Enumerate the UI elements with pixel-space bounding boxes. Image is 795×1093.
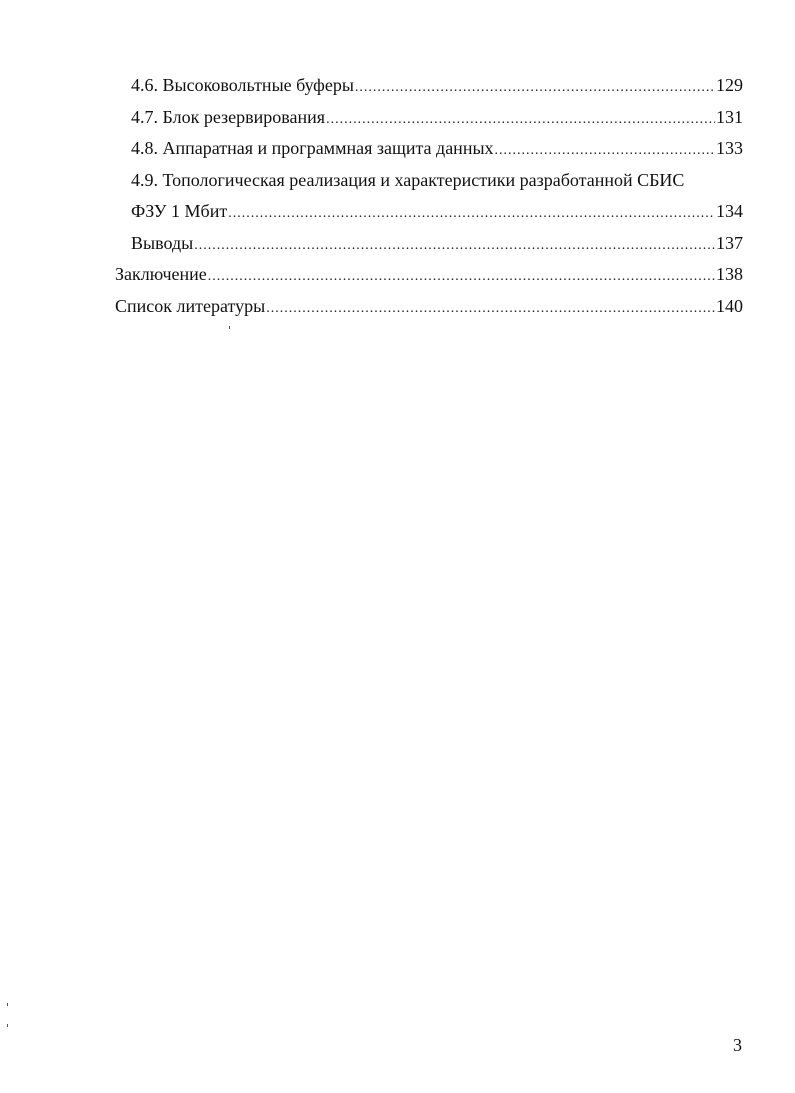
toc-entry-label: 4.8. Аппаратная и программная защита данных (131, 138, 494, 158)
toc-leader-dots (228, 203, 715, 225)
toc-entry (131, 232, 743, 257)
toc-entry (115, 263, 743, 288)
toc-entry-page: 134 (716, 201, 743, 221)
toc-leader-dots (266, 298, 715, 320)
scan-speck (7, 1003, 8, 1006)
toc-entry (131, 74, 743, 99)
toc-entry-label: 4.7. Блок резервирования (131, 107, 326, 127)
toc-entry-page: 138 (716, 264, 743, 284)
toc-leader-dots (326, 109, 715, 131)
toc-entry-label: Выводы (131, 233, 194, 253)
toc-entry-label: Заключение (115, 264, 207, 284)
toc-entry-label: 4.6. Высоковольтные буферы (131, 75, 354, 95)
toc-leader-dots (355, 77, 715, 99)
toc-leader-dots (495, 140, 715, 162)
toc-entry-label: Список литературы (115, 296, 266, 316)
toc-entry (131, 137, 743, 162)
page-number: 3 (733, 1035, 742, 1055)
toc-leader-dots (208, 266, 715, 288)
scan-speck (7, 1024, 8, 1027)
toc-entry-page: 140 (716, 296, 743, 316)
toc-entry-label-line1: 4.9. Топологическая реализация и характеристики разработанной СБИС (131, 170, 685, 190)
toc-leader-dots (194, 235, 715, 257)
toc-entry-label: ФЗУ 1 Мбит (131, 201, 228, 221)
toc-entry-page: 137 (716, 233, 743, 253)
toc-entry (131, 200, 743, 225)
toc-entry-page: 131 (716, 107, 743, 127)
toc-entry-page: 133 (716, 138, 743, 158)
toc-entry (131, 106, 743, 131)
toc-entry-page: 129 (716, 75, 743, 95)
scan-speck (229, 326, 230, 329)
toc-entry (115, 295, 743, 320)
